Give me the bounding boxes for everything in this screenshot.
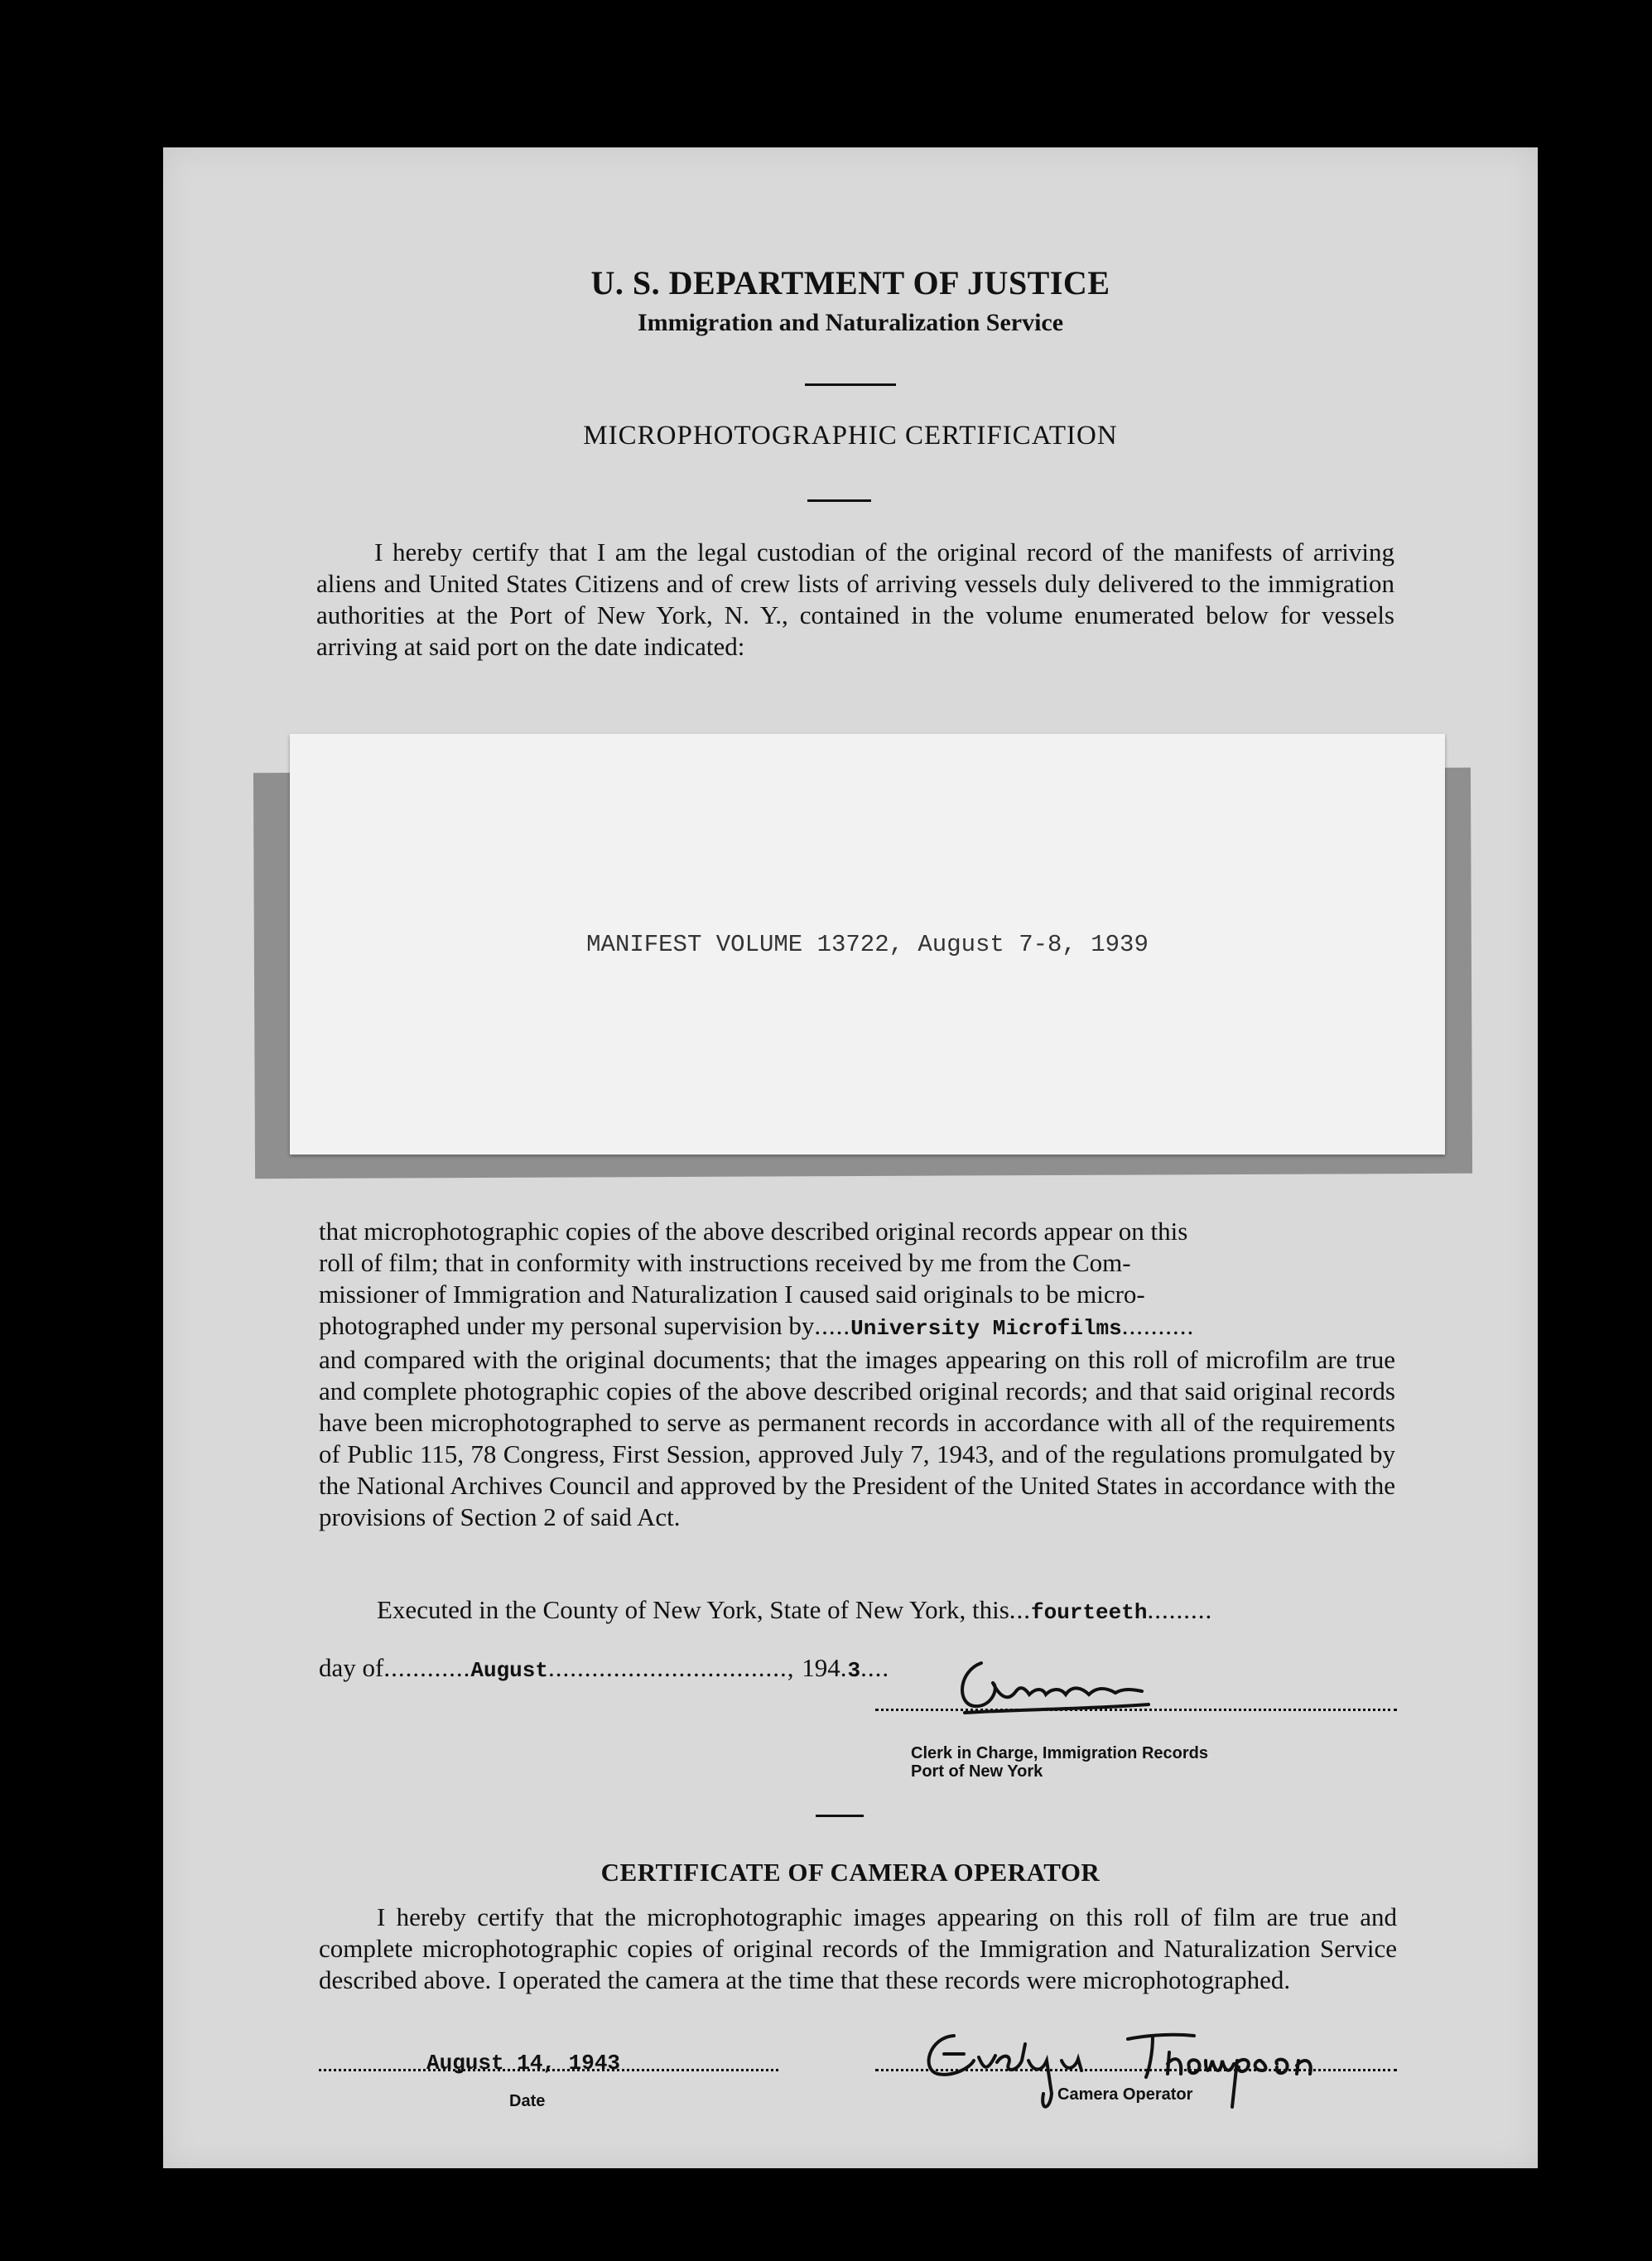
divider-rule — [805, 383, 896, 386]
body-line: roll of film; that in conformity with instructions received by me from the Com- — [319, 1248, 1131, 1277]
operator-signature-line — [875, 2069, 1397, 2071]
executed-prefix: Executed in the County of New York, State of New York, this — [377, 1595, 1009, 1624]
clerk-title-line: Port of New York — [911, 1762, 1043, 1781]
camera-certificate-paragraph: I hereby certify that the microphotographic images appearing on this roll of film are true and complete microphotographic copies of original records of the Immigration and Naturalization Service described above. I operated the camera at the time that these records were microphotographed. — [319, 1902, 1397, 1994]
service-subheading: Immigration and Naturalization Service — [637, 309, 1064, 336]
leader-dots: .......... — [1121, 1311, 1195, 1340]
filmed-by-value: University Microfilms — [850, 1316, 1122, 1341]
clerk-signature — [950, 1655, 1165, 1721]
department-heading: U. S. DEPARTMENT OF JUSTICE — [590, 264, 1110, 301]
leader-dots: ................................., — [547, 1653, 802, 1682]
day-of-label: day of — [319, 1653, 384, 1682]
divider-rule — [807, 499, 871, 502]
certificate-sheet — [163, 147, 1538, 2168]
year-prefix: 194 — [802, 1653, 840, 1682]
body-paragraph — [319, 1216, 1395, 1533]
intro-paragraph: I hereby certify that I am the legal custodian of the original record of the manifests of arriving aliens and United States Citizens and of crew lists of arriving vessels duly delivered to the immigration authorities at the Port of New York, N. Y., contained in the volume enumerated below for vessels arriving at said port on the date indicated: — [316, 538, 1394, 661]
leader-dots: ..... — [814, 1311, 851, 1340]
leader-dots: . — [840, 1653, 848, 1682]
executed-line — [377, 1595, 1212, 1625]
clerk-signature-line — [875, 1709, 1397, 1711]
operator-signature — [904, 2027, 1368, 2119]
body-line: missioner of Immigration and Naturalization I caused said originals to be micro- — [319, 1280, 1145, 1309]
body-line: that microphotographic copies of the above described original records appear on this — [319, 1217, 1188, 1246]
body-line-filmed-by — [319, 1310, 1395, 1344]
leader-dots: ......... — [1147, 1595, 1213, 1624]
camera-certificate-title: CERTIFICATE OF CAMERA OPERATOR — [600, 1858, 1101, 1887]
volume-card — [290, 734, 1445, 1155]
leader-dots: .... — [860, 1653, 890, 1682]
clerk-title — [911, 1744, 1208, 1781]
operator-label: Camera Operator — [1057, 2085, 1193, 2104]
clerk-title-line: Clerk in Charge, Immigration Records — [911, 1744, 1208, 1762]
date-label: Date — [509, 2092, 546, 2110]
divider-rule — [816, 1815, 864, 1817]
certification-title: MICROPHOTOGRAPHIC CERTIFICATION — [583, 421, 1118, 451]
body-rest: and compared with the original documents; that the images appearing on this roll of microfilm are true and complete photographic copies of the above described original records; and that said original records have been microphotographed to serve as permanent records in accordance with all of the requirements of Public 115, 78 Congress, First Session, approved July 7, 1943, and of the regulations promulgated by the National Archives Council and approved by the President of the United States in accordance with the provisions of Section 2 of said Act. — [319, 1345, 1395, 1531]
volume-card-text: MANIFEST VOLUME 13722, August 7-8, 1939 — [586, 931, 1149, 958]
leader-dots: ... — [1009, 1595, 1032, 1624]
leader-dots: ............ — [383, 1653, 471, 1682]
month-value: August — [470, 1658, 548, 1683]
executed-day-value: fourteeth — [1031, 1600, 1148, 1625]
day-of-line — [319, 1653, 889, 1683]
year-digit: 3 — [847, 1658, 861, 1683]
body-line-prefix: photographed under my personal supervision by — [319, 1311, 815, 1340]
date-value: August 14, 1943 — [426, 2051, 621, 2075]
